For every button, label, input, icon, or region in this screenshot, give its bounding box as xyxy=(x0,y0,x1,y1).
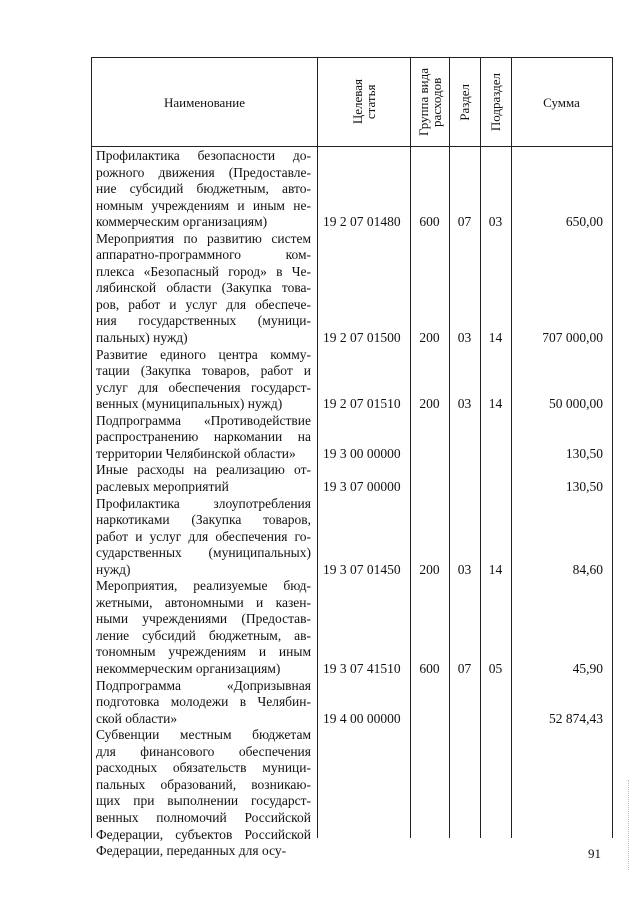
row-name-line: услуг для обеспечения государст- xyxy=(96,379,311,395)
row-name-line: венных полномочий Российской xyxy=(96,809,311,825)
row-name-line: Подпрограмма «Противодействие xyxy=(96,412,311,428)
row-name-line: аппаратно-программного ком- xyxy=(96,247,311,263)
row-section: 03 xyxy=(457,561,472,577)
header-sum-label: Сумма xyxy=(543,94,580,110)
row-name xyxy=(96,462,311,495)
page-number: 91 xyxy=(588,846,601,861)
row-sum: 707 000,00 xyxy=(542,330,603,346)
row-section: 07 xyxy=(457,214,472,230)
row-name-line: нужд) xyxy=(96,561,131,577)
row-code: 19 2 07 01480 xyxy=(323,214,401,230)
row-name xyxy=(96,496,311,579)
table-row xyxy=(92,727,612,859)
row-section: 03 xyxy=(457,396,472,412)
row-section: 07 xyxy=(457,661,472,677)
row-code: 19 3 07 01450 xyxy=(323,561,401,577)
header-group xyxy=(410,58,449,146)
header-sum xyxy=(511,58,612,146)
row-name-line: ление субсидий бюджетным, ав- xyxy=(96,627,311,643)
row-name-line: плекса «Безопасный город» в Че- xyxy=(96,263,311,279)
row-name-line: Субвенции местным бюджетам xyxy=(96,727,311,743)
row-name-line: ными учреждениями (Предостав- xyxy=(96,611,311,627)
row-name xyxy=(96,413,311,463)
table-row xyxy=(92,231,612,347)
row-name-line: коммерческим организациям) xyxy=(96,214,268,230)
row-name-line: лябинской области (Закупка това- xyxy=(96,280,311,296)
row-name xyxy=(96,727,311,859)
row-sum: 84,60 xyxy=(572,561,603,577)
row-name-line: тономным учреждениям и иным xyxy=(96,644,311,660)
row-name xyxy=(96,578,311,677)
row-subsection: 05 xyxy=(488,661,503,677)
row-name xyxy=(96,347,311,413)
header-section xyxy=(449,58,480,146)
table-row xyxy=(92,496,612,579)
header-section-label: Раздел xyxy=(457,83,472,121)
row-code: 19 2 07 01510 xyxy=(323,396,401,412)
row-sum: 52 874,43 xyxy=(549,710,603,726)
header-name-label: Наименование xyxy=(164,94,245,110)
row-name-line: Иные расходы на реализацию от- xyxy=(96,462,311,478)
row-name-line: Профилактика злоупотребления xyxy=(96,495,311,511)
row-name-line: ние субсидий бюджетным, авто- xyxy=(96,181,311,197)
row-name-line: Мероприятия по развитию систем xyxy=(96,230,311,246)
row-name-line: Мероприятия, реализуемые бюд- xyxy=(96,578,311,594)
row-sum: 50 000,00 xyxy=(549,396,603,412)
row-name-line: некоммерческим организациям) xyxy=(96,661,281,677)
row-name-line: ров, работ и услуг для обеспече- xyxy=(96,296,311,312)
header-name xyxy=(92,58,317,146)
row-name-line: работ и услуг для обеспечения го- xyxy=(96,528,311,544)
header-subsection xyxy=(480,58,511,146)
table-row xyxy=(92,347,612,413)
header-code xyxy=(317,58,410,146)
header-code-label: Целевая статья xyxy=(349,79,378,125)
row-name xyxy=(96,148,311,231)
row-sum: 130,50 xyxy=(565,478,603,494)
row-name-line: Подпрограмма «Допризывная xyxy=(96,677,311,693)
row-code: 19 4 00 00000 xyxy=(323,710,401,726)
row-sum: 650,00 xyxy=(565,214,603,230)
row-name-line: для финансового обеспечения xyxy=(96,743,311,759)
table-row xyxy=(92,413,612,463)
row-section: 03 xyxy=(457,330,472,346)
row-name-line: щих при выполнении государст- xyxy=(96,793,311,809)
row-subsection: 03 xyxy=(488,214,503,230)
row-name-line: тации (Закупка товаров, работ и xyxy=(96,363,311,379)
table-row xyxy=(92,678,612,728)
scan-edge-mark xyxy=(628,780,629,870)
row-name-line: ской области» xyxy=(96,710,178,726)
row-name-line: пальных образований, возникаю- xyxy=(96,776,311,792)
row-name-line: Профилактика безопасности до- xyxy=(96,148,311,163)
row-code: 19 3 07 00000 xyxy=(323,478,401,494)
row-name-line: пальных) нужд) xyxy=(96,330,188,346)
row-name-line: Федерации, субъектов Российской xyxy=(96,826,311,842)
row-name-line: сударственных (муниципальных) xyxy=(96,545,311,561)
row-name-line: Федерации, переданных для осу- xyxy=(96,843,287,859)
row-name xyxy=(96,678,311,728)
row-name-line: подготовка молодежи в Челябин- xyxy=(96,694,311,710)
row-group: 600 xyxy=(419,661,440,677)
header-group-label: Группа вида расходов xyxy=(415,68,444,136)
row-name-line: распространению наркомании на xyxy=(96,429,311,445)
row-group: 200 xyxy=(419,330,440,346)
row-name-line: номным учреждениям и иным не- xyxy=(96,197,311,213)
row-group: 600 xyxy=(419,214,440,230)
row-name xyxy=(96,231,311,347)
header-subsection-label: Подраздел xyxy=(488,72,503,132)
row-name-line: территории Челябинской области» xyxy=(96,445,296,461)
row-group: 200 xyxy=(419,561,440,577)
row-sum: 45,90 xyxy=(572,661,603,677)
row-subsection: 14 xyxy=(488,561,503,577)
row-name-line: раслевых мероприятий xyxy=(96,478,229,494)
row-name-line: рожного движения (Предоставле- xyxy=(96,164,311,180)
row-group: 200 xyxy=(419,396,440,412)
row-name-line: расходных обязательств муници- xyxy=(96,760,311,776)
table-row xyxy=(92,148,612,231)
row-code: 19 3 07 41510 xyxy=(323,661,401,677)
table-row xyxy=(92,578,612,677)
row-code: 19 2 07 01500 xyxy=(323,330,401,346)
row-code: 19 3 00 00000 xyxy=(323,445,401,461)
table-row xyxy=(92,462,612,495)
row-name-line: жетными, автономными и казен- xyxy=(96,594,311,610)
row-subsection: 14 xyxy=(488,330,503,346)
row-name-line: ния государственных (муници- xyxy=(96,313,311,329)
header-divider xyxy=(92,146,612,147)
row-name-line: наркотиками (Закупка товаров, xyxy=(96,512,311,528)
row-name-line: венных (муниципальных) нужд) xyxy=(96,396,283,412)
row-sum: 130,50 xyxy=(565,445,603,461)
row-name-line: Развитие единого центра комму- xyxy=(96,346,311,362)
row-subsection: 14 xyxy=(488,396,503,412)
